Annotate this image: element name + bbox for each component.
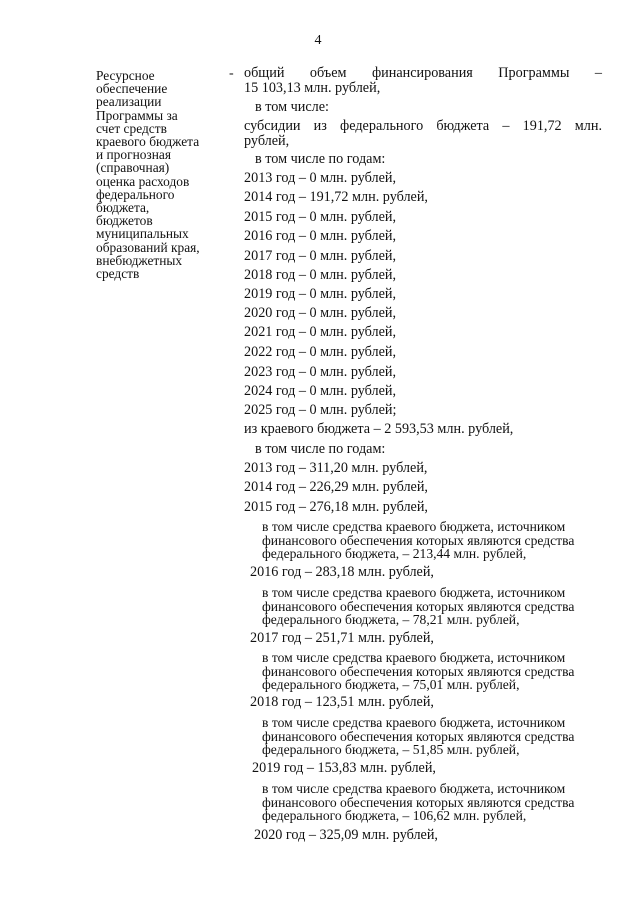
regional-line: из краевого бюджета – 2 593,53 млн. рублей, [244, 421, 514, 437]
regional-year-line: 2016 год – 283,18 млн. рублей, [250, 564, 434, 580]
federal-year-line: 2013 год – 0 млн. рублей, [244, 170, 397, 186]
label-line: муниципальных [96, 226, 189, 242]
label-line: федерального [96, 186, 175, 202]
regional-year-line: 2017 год – 251,71 млн. рублей, [250, 630, 434, 646]
incl-line: в том числе: [255, 99, 329, 115]
label-line: краевого бюджета [96, 134, 200, 150]
regional-year-line: 2019 год – 153,83 млн. рублей, [252, 760, 436, 776]
label-line: бюджета, [96, 200, 150, 216]
page-number: 4 [314, 33, 322, 48]
regional-year-line: 2013 год – 311,20 млн. рублей, [244, 460, 428, 476]
federal-line: рублей, [244, 133, 290, 149]
label-line: средств [96, 266, 140, 282]
regional-sub-line: федерального бюджета, – 75,01 млн. рублей, [262, 677, 520, 692]
label-line: бюджетов [96, 213, 153, 229]
federal-year-line: 2015 год – 0 млн. рублей, [244, 209, 397, 225]
incl-years-line: в том числе по годам: [255, 151, 386, 167]
federal-year-line: 2014 год – 191,72 млн. рублей, [244, 189, 428, 205]
general-volume-line: общий объем финансирования Программы – [244, 65, 602, 81]
general-volume-line: 15 103,13 млн. рублей, [244, 80, 381, 96]
label-line: обеспечение [96, 81, 168, 97]
label-line: и прогнозная [96, 147, 171, 163]
label-line: образований края, [96, 239, 200, 255]
federal-year-line: 2024 год – 0 млн. рублей, [244, 383, 397, 399]
regional-year-line: 2015 год – 276,18 млн. рублей, [244, 499, 428, 515]
regional-sub-line: финансового обеспечения которых являются средства [262, 729, 575, 744]
regional-sub-line: в том числе средства краевого бюджета, источником [262, 585, 566, 600]
federal-year-line: 2025 год – 0 млн. рублей; [244, 402, 397, 418]
label-line: реализации [96, 94, 162, 110]
regional-sub-line: в том числе средства краевого бюджета, источником [262, 650, 566, 665]
regional-year-line: 2014 год – 226,29 млн. рублей, [244, 479, 428, 495]
federal-year-line: 2022 год – 0 млн. рублей, [244, 344, 397, 360]
regional-sub-line: финансового обеспечения которых являются средства [262, 533, 575, 548]
incl-years-line: в том числе по годам: [255, 441, 386, 457]
regional-sub-line: финансового обеспечения которых являются средства [262, 795, 575, 810]
label-line: оценка расходов [96, 173, 190, 189]
label-line: внебюджетных [96, 252, 183, 268]
regional-sub-line: федерального бюджета, – 51,85 млн. рублей, [262, 742, 520, 757]
federal-year-line: 2016 год – 0 млн. рублей, [244, 228, 397, 244]
federal-year-line: 2019 год – 0 млн. рублей, [244, 286, 397, 302]
regional-sub-line: федерального бюджета, – 78,21 млн. рублей, [262, 612, 520, 627]
federal-year-line: 2023 год – 0 млн. рублей, [244, 364, 397, 380]
regional-sub-line: финансового обеспечения которых являются средства [262, 664, 575, 679]
separator-dash: - [229, 66, 234, 81]
regional-sub-line: финансового обеспечения которых являются средства [262, 599, 575, 614]
label-line: (справочная) [96, 160, 170, 176]
regional-year-line: 2020 год – 325,09 млн. рублей, [254, 827, 438, 843]
federal-year-line: 2021 год – 0 млн. рублей, [244, 324, 397, 340]
regional-sub-line: федерального бюджета, – 106,62 млн. рублей, [262, 808, 527, 823]
regional-sub-line: в том числе средства краевого бюджета, источником [262, 519, 566, 534]
regional-sub-line: федерального бюджета, – 213,44 млн. рублей, [262, 546, 527, 561]
label-line: Ресурсное [96, 68, 155, 83]
label-line: Программы за [96, 107, 178, 123]
regional-sub-line: в том числе средства краевого бюджета, источником [262, 781, 566, 796]
regional-year-line: 2018 год – 123,51 млн. рублей, [250, 694, 434, 710]
regional-sub-line: в том числе средства краевого бюджета, источником [262, 715, 566, 730]
federal-year-line: 2018 год – 0 млн. рублей, [244, 267, 397, 283]
federal-year-line: 2017 год – 0 млн. рублей, [244, 248, 397, 264]
federal-line: субсидии из федерального бюджета – 191,72 млн. [244, 118, 602, 134]
label-line: счет средств [96, 120, 167, 136]
federal-year-line: 2020 год – 0 млн. рублей, [244, 305, 397, 321]
